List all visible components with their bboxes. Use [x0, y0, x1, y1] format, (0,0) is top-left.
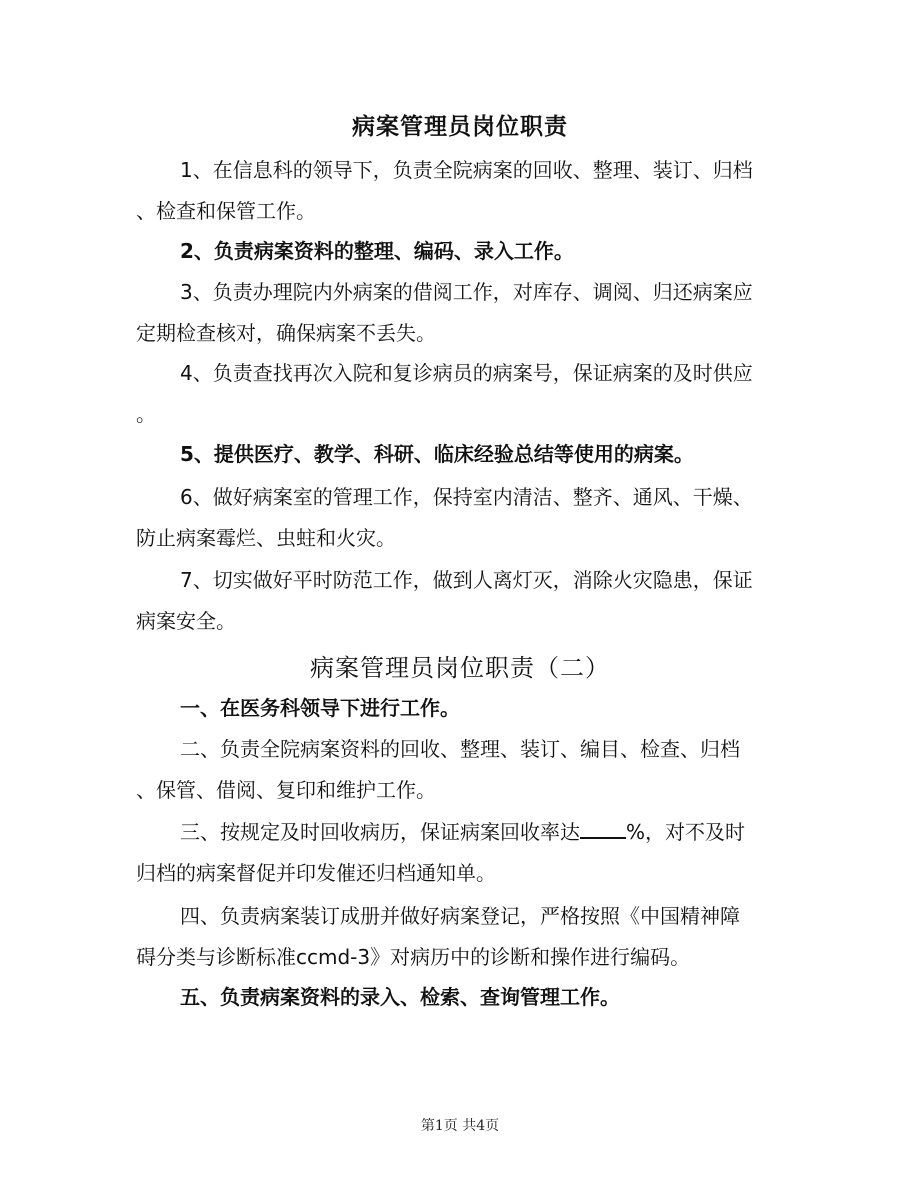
paragraph-line: 防止病案霉烂、虫蛀和火灾。 [136, 526, 396, 550]
paragraph-item-1 [136, 150, 786, 232]
paragraph-text: 三、按规定及时回收病历，保证病案回收率达 [180, 820, 580, 844]
paragraph-line: 1、在信息科的领导下，负责全院病案的回收、整理、装订、归档 [180, 158, 753, 182]
paragraph-line: 7、切实做好平时防范工作，做到人离灯灭，消除火灾隐患，保证 [180, 568, 753, 592]
paragraph-line: 、检查和保管工作。 [136, 199, 316, 223]
paragraph-item-6 [136, 477, 786, 559]
paragraph-item-5 [136, 434, 786, 475]
paragraph-line: 3、负责办理院内外病案的借阅工作，对库存、调阅、归还病案应 [180, 280, 753, 304]
section-title: 病案管理员岗位职责（二） [310, 654, 610, 682]
page-footer: 第1页 共4页 [420, 1118, 500, 1134]
paragraph-line: 、保管、借阅、复印和维护工作。 [136, 778, 436, 802]
paragraph-item-3 [136, 272, 786, 354]
fill-in-blank [580, 819, 626, 839]
paragraph-line: 五、负责病案资料的录入、检索、查询管理工作。 [180, 985, 620, 1009]
paragraph-line: 病案安全。 [136, 609, 236, 633]
paragraph-item-7 [136, 560, 786, 642]
paragraph-item-three [136, 812, 786, 894]
paragraph-text: %，对不及时 [626, 820, 746, 844]
paragraph-line: 4、负责查找再次入院和复诊病员的病案号，保证病案的及时供应 [180, 361, 753, 385]
paragraph-item-five [136, 977, 786, 1018]
document-title: 病案管理员岗位职责 [352, 114, 568, 140]
paragraph-line: 碍分类与诊断标准ccmd-3》对病历中的诊断和操作进行编码。 [136, 945, 691, 969]
paragraph-item-four [136, 896, 786, 978]
paragraph-line: 。 [136, 402, 156, 426]
paragraph-line: 归档的病案督促并印发催还归档通知单。 [136, 861, 496, 885]
paragraph-line: 2、负责病案资料的整理、编码、录入工作。 [180, 239, 574, 263]
paragraph-line: 二、负责全院病案资料的回收、整理、装订、编目、检查、归档 [180, 737, 740, 761]
paragraph-line: 一、在医务科领导下进行工作。 [180, 696, 460, 720]
paragraph-item-one [136, 688, 786, 729]
paragraph-line: 定期检查核对，确保病案不丢失。 [136, 321, 436, 345]
paragraph-item-2 [136, 231, 786, 272]
paragraph-line: 6、做好病案室的管理工作，保持室内清洁、整齐、通风、干燥、 [180, 485, 753, 509]
paragraph-line: 5、提供医疗、教学、科研、临床经验总结等使用的病案。 [180, 442, 694, 466]
paragraph-item-4 [136, 353, 786, 435]
paragraph-line: 四、负责病案装订成册并做好病案登记，严格按照《中国精神障 [180, 904, 740, 928]
paragraph-line [136, 812, 786, 853]
paragraph-item-two [136, 729, 786, 811]
